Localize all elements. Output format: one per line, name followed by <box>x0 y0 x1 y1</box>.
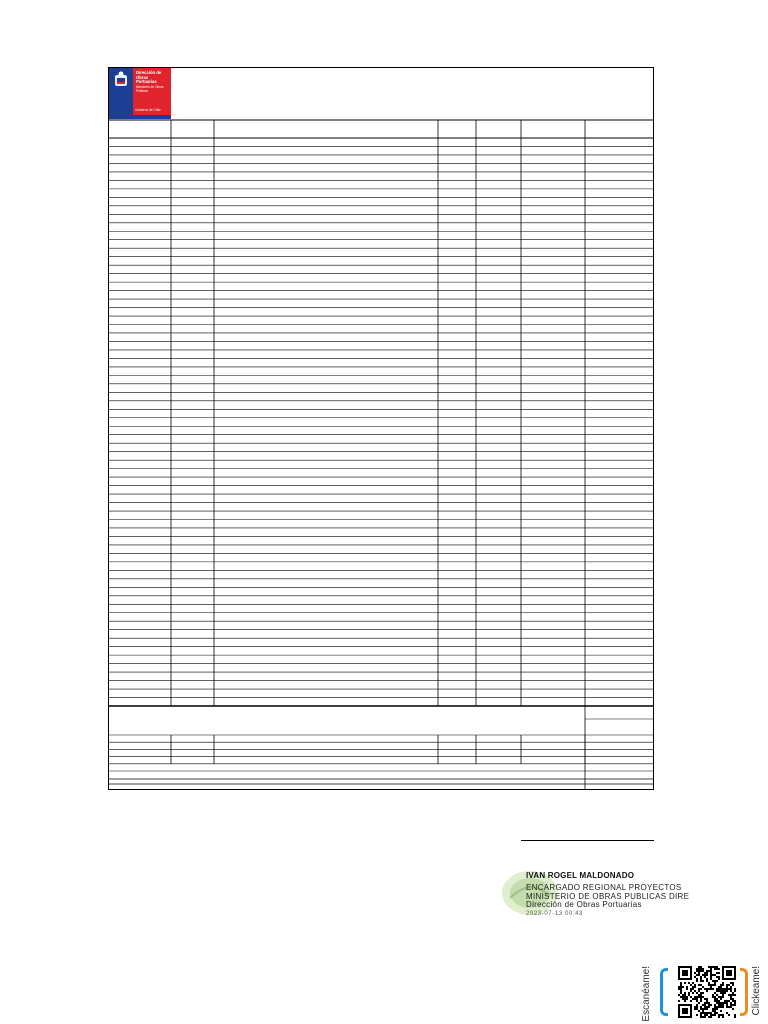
qr-module <box>698 988 700 990</box>
qr-module <box>706 1000 708 1002</box>
qr-module <box>684 1000 686 1002</box>
qr-module <box>722 1014 724 1016</box>
qr-module <box>718 1006 720 1008</box>
qr-module <box>716 994 718 996</box>
qr-module <box>694 976 696 978</box>
qr-module <box>678 988 680 990</box>
qr-module <box>734 994 736 996</box>
qr-module <box>726 988 728 990</box>
qr-module <box>712 974 714 976</box>
qr-module <box>722 1004 724 1006</box>
qr-module <box>698 966 700 968</box>
qr-module <box>710 1016 712 1018</box>
qr-module <box>722 1006 724 1008</box>
qr-module <box>722 1016 724 1018</box>
qr-module <box>684 998 686 1000</box>
qr-module <box>708 1004 710 1006</box>
qr-module <box>714 1008 716 1010</box>
qr-module <box>726 990 728 992</box>
qr-module <box>694 996 696 998</box>
qr-module <box>720 1006 722 1008</box>
qr-module <box>712 1010 714 1012</box>
qr-module <box>714 992 716 994</box>
qr-module <box>732 994 734 996</box>
qr-module <box>710 984 712 986</box>
qr-module <box>684 994 686 996</box>
qr-module <box>714 1004 716 1006</box>
qr-module <box>712 1008 714 1010</box>
qr-module <box>708 1016 710 1018</box>
qr-module <box>706 998 708 1000</box>
qr-module <box>684 996 686 998</box>
qr-module <box>716 972 718 974</box>
qr-module <box>700 1012 702 1014</box>
qr-module <box>716 998 718 1000</box>
qr-module <box>706 988 708 990</box>
qr-module <box>698 972 700 974</box>
qr-module <box>706 1014 708 1016</box>
qr-module <box>700 1008 702 1010</box>
qr-module <box>700 980 702 982</box>
qr-module <box>732 1008 734 1010</box>
qr-module <box>710 986 712 988</box>
qr-module <box>732 1004 734 1006</box>
qr-module <box>694 1008 696 1010</box>
qr-module <box>716 988 718 990</box>
qr-module <box>728 1000 730 1002</box>
qr-module <box>700 968 702 970</box>
qr-module <box>700 1016 702 1018</box>
qr-module <box>678 986 680 988</box>
qr-module <box>718 968 720 970</box>
qr-module <box>682 986 684 988</box>
qr-module <box>682 996 684 998</box>
qr-module <box>730 1006 732 1008</box>
qr-module <box>708 966 710 968</box>
qr-module <box>706 974 708 976</box>
qr-module <box>706 1006 708 1008</box>
qr-module <box>724 988 726 990</box>
qr-module <box>734 1000 736 1002</box>
qr-module <box>720 1002 722 1004</box>
qr-module <box>716 1000 718 1002</box>
qr-module <box>730 988 732 990</box>
qr-module <box>702 974 704 976</box>
qr-module <box>726 1006 728 1008</box>
qr-module <box>720 988 722 990</box>
qr-module <box>698 994 700 996</box>
qr-module <box>734 1014 736 1016</box>
qr-module <box>716 1006 718 1008</box>
qr-module <box>732 982 734 984</box>
qr-module <box>708 1002 710 1004</box>
qr-module <box>696 992 698 994</box>
qr-module <box>680 992 682 994</box>
qr-module <box>732 998 734 1000</box>
qr-module <box>702 1010 704 1012</box>
qr-module <box>708 982 710 984</box>
qr-module <box>714 1000 716 1002</box>
qr-module <box>712 994 714 996</box>
qr-module <box>698 1002 700 1004</box>
qr-module <box>726 1012 728 1014</box>
qr-module <box>710 972 712 974</box>
qr-module <box>698 970 700 972</box>
qr-module <box>690 996 692 998</box>
quantities-table <box>108 67 655 791</box>
qr-module <box>718 1016 720 1018</box>
qr-module <box>684 992 686 994</box>
qr-module <box>730 1004 732 1006</box>
qr-module <box>718 990 720 992</box>
qr-module <box>702 980 704 982</box>
qr-module <box>728 984 730 986</box>
qr-module <box>684 982 686 984</box>
click-label <box>751 966 765 1018</box>
qr-module <box>720 1014 722 1016</box>
qr-module <box>704 1016 706 1018</box>
qr-module <box>730 998 732 1000</box>
qr-module <box>714 1010 716 1012</box>
qr-module <box>722 988 724 990</box>
qr-module <box>686 986 688 988</box>
qr-module <box>710 1004 712 1006</box>
qr-module <box>700 992 702 994</box>
qr-module <box>708 1006 710 1008</box>
qr-module <box>722 1002 724 1004</box>
qr-module <box>682 994 684 996</box>
qr-module <box>704 1006 706 1008</box>
qr-module <box>714 966 716 968</box>
qr-module <box>706 1012 708 1014</box>
qr-module <box>734 1002 736 1004</box>
qr-module <box>734 990 736 992</box>
scan-label-text: Escanéame! <box>641 966 652 1022</box>
qr-module <box>718 996 720 998</box>
qr-module <box>716 1008 718 1010</box>
qr-module <box>698 996 700 998</box>
qr-module <box>710 978 712 980</box>
qr-module <box>720 1004 722 1006</box>
qr-module <box>714 1006 716 1008</box>
qr-module <box>700 994 702 996</box>
qr-module <box>722 982 724 984</box>
qr-module <box>732 1000 734 1002</box>
qr-module <box>678 1000 680 1002</box>
qr-module <box>694 972 696 974</box>
qr-module <box>686 988 688 990</box>
qr-module <box>712 980 714 982</box>
qr-module <box>722 996 724 998</box>
logo-org-line-1: Dirección de <box>136 70 162 75</box>
qr-module <box>722 992 724 994</box>
qr-module <box>722 990 724 992</box>
logo-org-line-2: Obras <box>136 74 149 80</box>
qr-module <box>688 994 690 996</box>
click-bracket <box>740 968 748 1016</box>
qr-module <box>710 1012 712 1014</box>
qr-module <box>706 990 708 992</box>
qr-module <box>726 1000 728 1002</box>
qr-module <box>714 998 716 1000</box>
qr-module <box>718 1014 720 1016</box>
qr-module <box>680 996 682 998</box>
qr-module <box>700 976 702 978</box>
qr-module <box>724 1002 726 1004</box>
qr-module <box>724 1000 726 1002</box>
signer-name: IVAN ROGEL MALDONADO <box>526 871 635 880</box>
qr-module <box>686 996 688 998</box>
qr-module <box>730 982 732 984</box>
qr-module <box>702 1016 704 1018</box>
qr-module <box>694 984 696 986</box>
signature-line <box>521 840 654 841</box>
qr-module <box>696 968 698 970</box>
qr-module <box>716 976 718 978</box>
qr-module <box>698 990 700 992</box>
qr-module <box>730 986 732 988</box>
qr-module <box>704 976 706 978</box>
qr-module <box>728 988 730 990</box>
qr-module <box>704 1012 706 1014</box>
qr-module <box>696 1006 698 1008</box>
qr-module <box>718 1002 720 1004</box>
qr-module <box>700 996 702 998</box>
qr-module <box>704 1002 706 1004</box>
qr-code-icon[interactable] <box>678 966 736 1018</box>
qr-module <box>714 974 716 976</box>
qr-module <box>704 988 706 990</box>
qr-module <box>700 978 702 980</box>
qr-module <box>694 990 696 992</box>
qr-module <box>700 988 702 990</box>
signer-role-line-1: ENCARGADO REGIONAL PROYECTOS <box>526 883 682 892</box>
qr-module <box>682 1008 688 1014</box>
qr-module <box>696 970 698 972</box>
qr-module <box>730 990 732 992</box>
signer-role-line-3: Dirección de Obras Portuarias <box>526 900 642 909</box>
qr-module <box>734 1004 736 1006</box>
qr-module <box>718 972 720 974</box>
qr-module <box>696 1004 698 1006</box>
qr-module <box>704 974 706 976</box>
scan-bracket <box>660 968 668 1016</box>
qr-module <box>718 978 720 980</box>
qr-module <box>682 998 684 1000</box>
qr-module <box>714 980 716 982</box>
qr-module <box>704 998 706 1000</box>
qr-module <box>730 996 732 998</box>
qr-module <box>710 968 712 970</box>
qr-module <box>714 1014 716 1016</box>
qr-module <box>682 970 688 976</box>
qr-module <box>712 966 714 968</box>
qr-module <box>708 988 710 990</box>
qr-module <box>694 1006 696 1008</box>
qr-module <box>704 1004 706 1006</box>
qr-module <box>698 984 700 986</box>
qr-module <box>730 1002 732 1004</box>
qr-module <box>696 974 698 976</box>
qr-module <box>732 992 734 994</box>
qr-module <box>708 1012 710 1014</box>
qr-module <box>700 970 702 972</box>
qr-module <box>720 998 722 1000</box>
qr-module <box>696 1014 698 1016</box>
qr-module <box>696 998 698 1000</box>
qr-module <box>720 984 722 986</box>
qr-module <box>694 998 696 1000</box>
signer-role-line-2: MINISTERIO DE OBRAS PUBLICAS DIRE <box>526 892 690 901</box>
logo-ministry-line-1: Ministerio de Obras <box>136 85 164 89</box>
qr-module <box>686 998 688 1000</box>
qr-module <box>718 986 720 988</box>
qr-module <box>712 988 714 990</box>
qr-module <box>706 978 708 980</box>
qr-module <box>710 970 712 972</box>
logo-org-line-3: Portuarias <box>136 79 157 85</box>
qr-module <box>710 976 712 978</box>
qr-module <box>678 994 680 996</box>
qr-module <box>692 988 694 990</box>
qr-module <box>726 1002 728 1004</box>
qr-module <box>722 994 724 996</box>
qr-module <box>706 970 708 972</box>
qr-module <box>702 992 704 994</box>
qr-module <box>730 994 732 996</box>
qr-module <box>726 970 732 976</box>
qr-module <box>692 992 694 994</box>
qr-module <box>702 986 704 988</box>
qr-module <box>726 1004 728 1006</box>
qr-module <box>732 984 734 986</box>
qr-module <box>700 998 702 1000</box>
qr-module <box>700 984 702 986</box>
logo-ministry-line-2: Públicas <box>136 88 149 93</box>
qr-module <box>724 992 726 994</box>
qr-module <box>692 982 694 984</box>
qr-module <box>702 1012 704 1014</box>
qr-module <box>702 996 704 998</box>
qr-module <box>716 990 718 992</box>
qr-module <box>734 988 736 990</box>
qr-module <box>706 1002 708 1004</box>
qr-module <box>680 982 682 984</box>
qr-module <box>728 1014 730 1016</box>
logo-footer-text: Gobierno de Chile <box>135 108 161 112</box>
qr-module <box>700 1006 702 1008</box>
qr-module <box>688 982 690 984</box>
qr-module <box>708 984 710 986</box>
qr-module <box>704 972 706 974</box>
qr-module <box>702 970 704 972</box>
qr-module <box>690 1000 692 1002</box>
signature-date: 2023-07-13 00:43 <box>526 911 583 917</box>
qr-module <box>714 982 716 984</box>
qr-module <box>680 984 682 986</box>
qr-module <box>702 968 704 970</box>
qr-module <box>692 998 694 1000</box>
qr-module <box>698 968 700 970</box>
qr-module <box>706 1008 708 1010</box>
qr-module <box>728 994 730 996</box>
qr-module <box>710 966 712 968</box>
qr-module <box>698 974 700 976</box>
qr-module <box>710 974 712 976</box>
qr-module <box>720 986 722 988</box>
qr-module <box>714 968 716 970</box>
qr-module <box>696 1008 698 1010</box>
qr-module <box>716 1012 718 1014</box>
qr-module <box>704 1008 706 1010</box>
qr-module <box>734 1016 736 1018</box>
qr-module <box>714 996 716 998</box>
qr-module <box>716 968 718 970</box>
qr-module <box>716 1002 718 1004</box>
qr-module <box>722 984 724 986</box>
qr-module <box>718 976 720 978</box>
qr-module <box>712 984 714 986</box>
qr-module <box>690 990 692 992</box>
qr-module <box>700 1000 702 1002</box>
qr-module <box>716 980 718 982</box>
qr-module <box>696 978 698 980</box>
qr-module <box>690 984 692 986</box>
qr-module <box>726 984 728 986</box>
qr-module <box>700 1014 702 1016</box>
qr-module <box>702 1004 704 1006</box>
qr-module <box>718 1000 720 1002</box>
qr-module <box>706 980 708 982</box>
qr-module <box>720 992 722 994</box>
qr-module <box>728 1006 730 1008</box>
qr-module <box>692 986 694 988</box>
qr-module <box>724 990 726 992</box>
qr-module <box>720 990 722 992</box>
click-label-text: Clickeame! <box>751 966 762 1016</box>
qr-module <box>702 1008 704 1010</box>
qr-module <box>690 988 692 990</box>
qr-module <box>714 984 716 986</box>
qr-module <box>726 986 728 988</box>
qr-module <box>708 970 710 972</box>
qr-module <box>716 966 718 968</box>
qr-module <box>688 992 690 994</box>
qr-module <box>710 988 712 990</box>
qr-module <box>712 996 714 998</box>
qr-module <box>718 988 720 990</box>
scan-label <box>641 966 655 1022</box>
qr-module <box>714 1012 716 1014</box>
qr-module <box>720 1010 722 1012</box>
qr-module <box>680 990 682 992</box>
qr-module <box>704 1014 706 1016</box>
qr-module <box>718 1004 720 1006</box>
qr-module <box>680 988 682 990</box>
qr-module <box>694 986 696 988</box>
qr-module <box>696 980 698 982</box>
qr-module <box>720 996 722 998</box>
qr-module <box>696 996 698 998</box>
qr-module <box>712 1014 714 1016</box>
qr-module <box>710 1014 712 1016</box>
qr-module <box>698 1010 700 1012</box>
qr-module <box>700 966 702 968</box>
qr-module <box>696 1000 698 1002</box>
qr-module <box>680 986 682 988</box>
qr-module <box>706 972 708 974</box>
